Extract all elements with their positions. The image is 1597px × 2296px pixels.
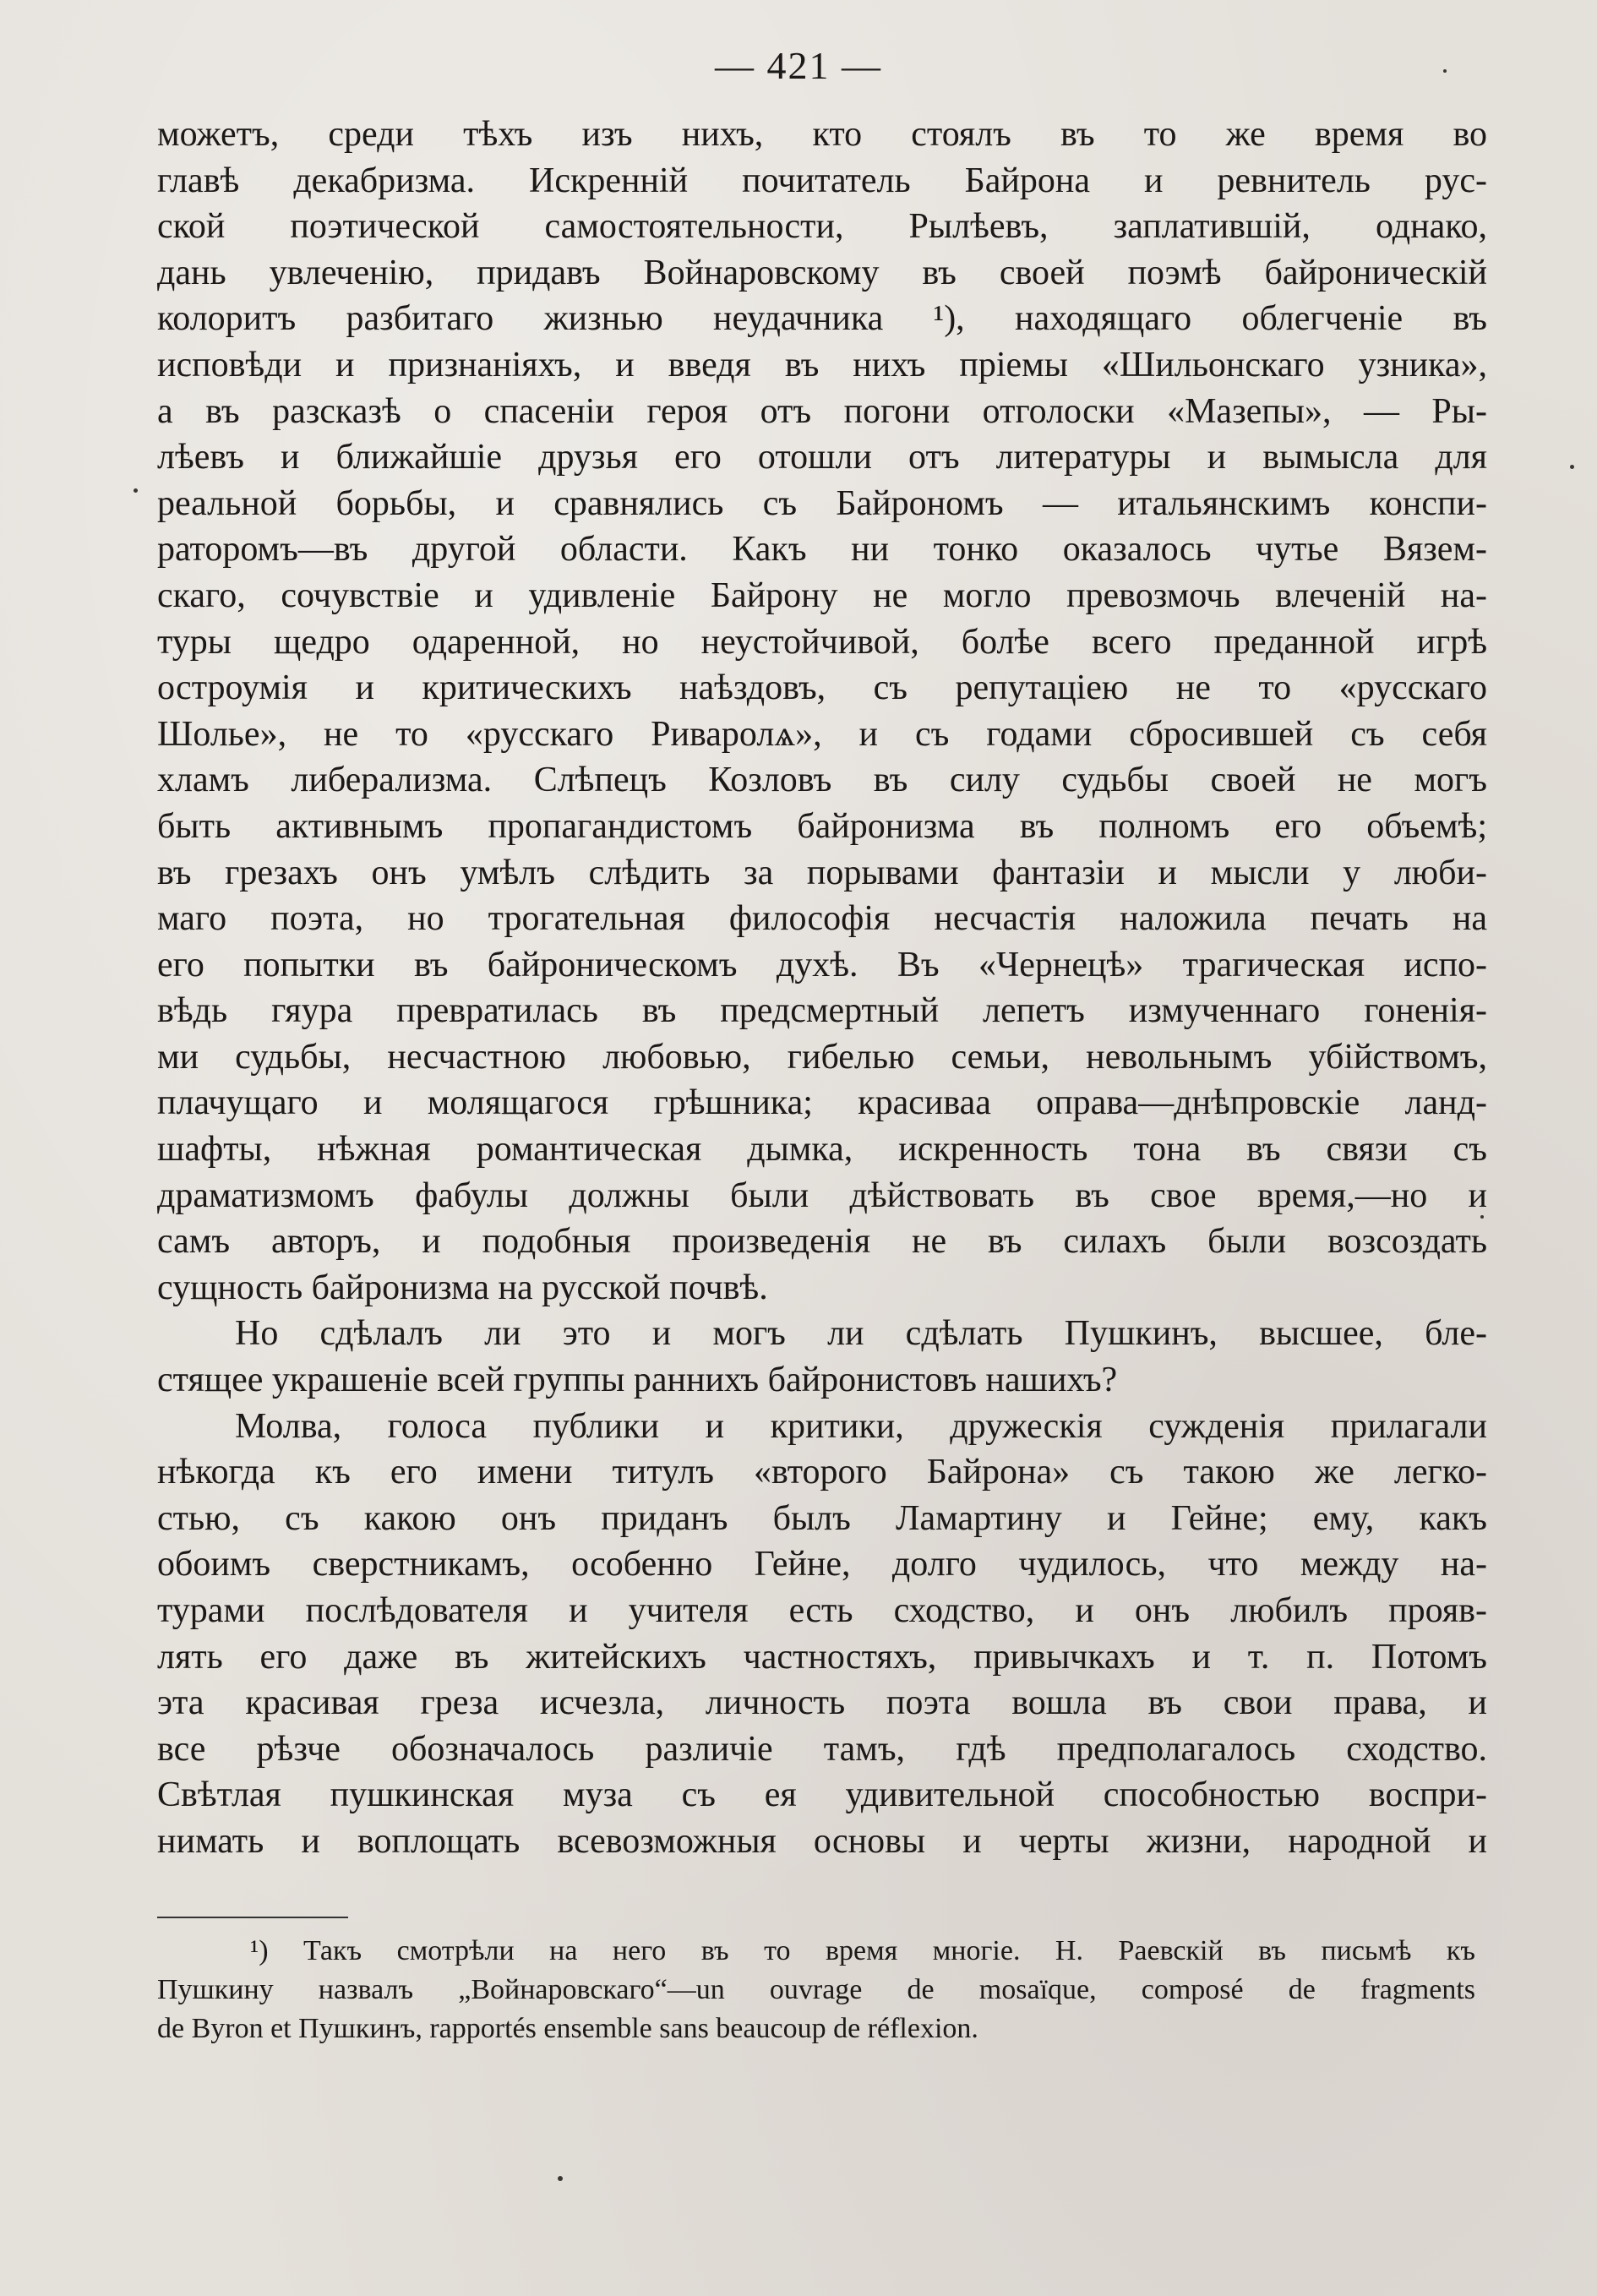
page-number: — 421 — (715, 44, 882, 87)
footnote (157, 1932, 1475, 2048)
text-line: колоритъ разбитаго жизнью неудачника ¹), находящаго облегченіе въ (157, 299, 1487, 339)
text-line: ми судьбы, несчастною любовью, гибелью семьи, невольнымъ убійствомъ, (157, 1037, 1487, 1077)
paragraph-end-line: сущность байронизма на русской почвѣ. (157, 1268, 768, 1307)
text-line: остроумія и критическихъ наѣздовъ, съ репутаціею не то «русскаго (157, 668, 1487, 708)
print-speck (1443, 69, 1447, 73)
paragraph-start-line: Но сдѣлалъ ли это и могъ ли сдѣлать Пушкинъ, высшее, бле- (235, 1314, 1487, 1354)
text-line: нѣкогда къ его имени титулъ «второго Байрона» съ такою же легко- (157, 1453, 1487, 1492)
footnote-line: Пушкину назвалъ „Войнаровскаго“—un ouvrage de mosaïque, composé de fragments (157, 1974, 1475, 2005)
text-line: эта красивая греза исчезла, личность поэта вошла въ свои права, и (157, 1683, 1487, 1723)
text-line: а въ разсказѣ о спасеніи героя отъ погони отголоски «Мазепы», — Ры- (157, 391, 1487, 431)
paragraph-start-line: Молва, голоса публики и критики, дружескія сужденія прилагали (235, 1406, 1487, 1446)
text-line: туры щедро одаренной, но неустойчивой, болѣе всего преданной игрѣ (157, 622, 1487, 662)
text-line: дань увлеченію, придавъ Войнаровскому въ своей поэмѣ байроническій (157, 253, 1487, 292)
text-line: лять его даже въ житейскихъ частностяхъ, привычкахъ и т. п. Потомъ (157, 1637, 1487, 1677)
text-line: Свѣтлая пушкинская муза съ ея удивительной способностью воспри- (157, 1775, 1487, 1815)
footnote-line: ¹) Такъ смотрѣли на него въ то время многіе. Н. Раевскій въ письмѣ къ (250, 1935, 1475, 1966)
paragraph-end-line: стящее украшеніе всей группы раннихъ байронистовъ нашихъ? (157, 1361, 1118, 1400)
text-line: лѣевъ и ближайшіе друзья его отошли отъ литературы и вымысла для (157, 438, 1487, 477)
text-line: исповѣди и признаніяхъ, и введя въ нихъ пріемы «Шильонскаго узника», (157, 345, 1487, 384)
text-line: реальной борьбы, и сравнялись съ Байрономъ — итальянскимъ конспи- (157, 483, 1487, 523)
print-speck (1570, 465, 1574, 469)
text-line: можетъ, среди тѣхъ изъ нихъ, кто стоялъ въ то же время во (157, 115, 1487, 154)
text-line: хламъ либерализма. Слѣпецъ Козловъ въ силу судьбы своей не могъ (157, 761, 1487, 800)
text-line: въ грезахъ онъ умѣлъ слѣдить за порывами фантазіи и мысли у люби- (157, 853, 1487, 892)
print-speck (558, 2176, 563, 2181)
text-line: его попытки въ байроническомъ духѣ. Въ «Чернецѣ» трагическая испо- (157, 945, 1487, 984)
text-line: Шолье», не то «русскаго Риваролѧ», и съ годами сбросившей съ себя (157, 714, 1487, 754)
text-line: шафты, нѣжная романтическая дымка, искренность тона въ связи съ (157, 1130, 1487, 1170)
print-speck (134, 488, 138, 493)
text-line: все рѣзче обозначалось различіе тамъ, гдѣ предполагалось сходство. (157, 1729, 1487, 1769)
text-line: маго поэта, но трогательная философія несчастія наложила печать на (157, 899, 1487, 939)
text-line: ской поэтической самостоятельности, Рылѣевъ, заплатившій, однако, (157, 207, 1487, 247)
text-line: плачущаго и молящагося грѣшника; красиваа оправа—днѣпровскіе ланд- (157, 1083, 1487, 1123)
text-line: самъ авторъ, и подобныя произведенія не въ силахъ были возсоздать (157, 1222, 1487, 1262)
text-line: обоимъ сверстникамъ, особенно Гейне, долго чудилось, что между на- (157, 1545, 1487, 1584)
text-line: вѣдь гяура превратилась въ предсмертный лепетъ измученнаго гоненія- (157, 991, 1487, 1031)
text-line: стью, съ какою онъ приданъ былъ Ламартину и Гейне; ему, какъ (157, 1498, 1487, 1538)
print-speck (1480, 1215, 1484, 1219)
text-line: турами послѣдователя и учителя есть сходство, и онъ любилъ прояв- (157, 1591, 1487, 1630)
text-line: нимать и воплощать всевозможныя основы и черты жизни, народной и (157, 1821, 1487, 1861)
text-line: главѣ декабризма. Искренній почитатель Байрона и ревнитель рус- (157, 161, 1487, 200)
body-text (157, 112, 1487, 1865)
footnote-divider (157, 1917, 348, 1918)
text-line: скаго, сочувствіе и удивленіе Байрону не могло превозмочь влеченій на- (157, 575, 1487, 615)
text-line: быть активнымъ пропагандистомъ байронизма въ полномъ его объемѣ; (157, 806, 1487, 846)
footnote-line: de Byron et Пушкинъ, rapportés ensemble sans beaucoup de réflexion. (157, 2013, 978, 2044)
text-line: раторомъ—въ другой области. Какъ ни тонко оказалось чутье Вязем- (157, 530, 1487, 570)
text-line: драматизмомъ фабулы должны были дѣйствовать въ свое время,—но и (157, 1175, 1487, 1215)
